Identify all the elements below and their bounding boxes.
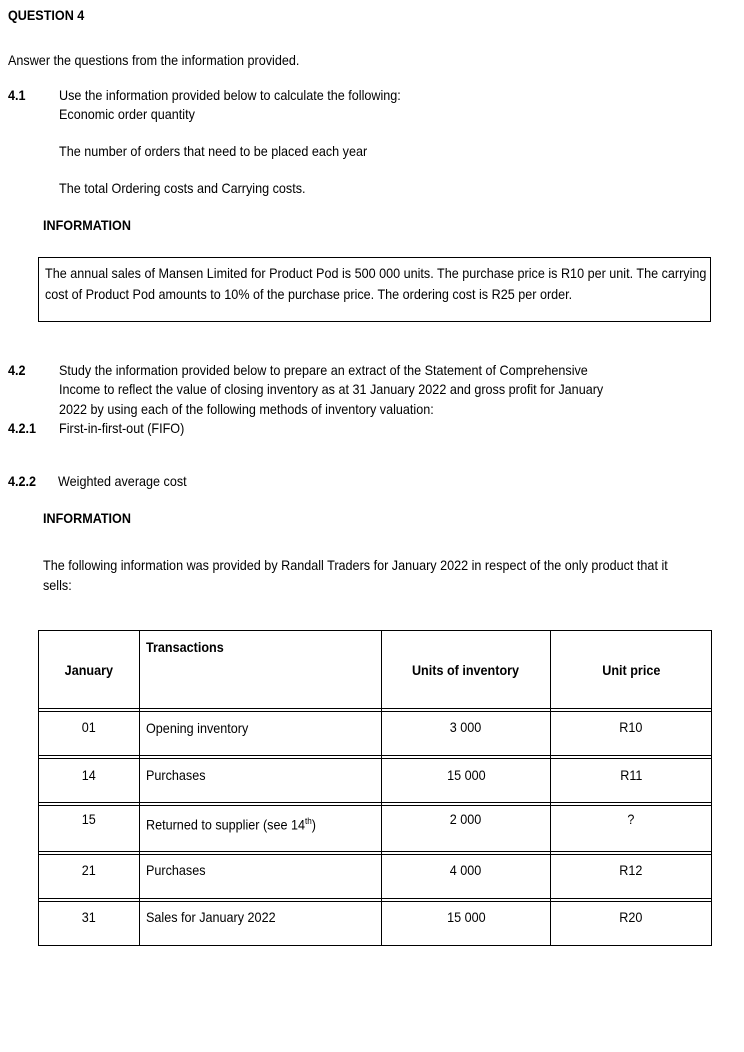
row-units: 4 000 [450,862,482,878]
question-title: QUESTION 4 [8,7,85,23]
row-day: 15 [81,811,97,827]
row-price: R11 [619,767,643,783]
row-transaction: Sales for January 2022 [146,909,276,925]
table-row [39,855,712,899]
q41-info-text: The annual sales of Mansen Limited for Product Pod is 500 000 units. The purchase price is R10 per unit. The carrying cost of Product Pod amounts to 10% of the purchase price. The ordering cost is R25 per order. [45,265,707,302]
row-day: 14 [81,767,97,783]
row-transaction: Opening inventory [146,720,249,736]
row-transaction: Returned to supplier (see 14th) [146,816,316,833]
row-price: R12 [619,862,643,878]
row-price: ? [627,811,635,827]
row-price: R10 [619,719,643,735]
q42-info-line-1: The following information was provided by Randall Traders for January 2022 in respect of the only product that it [43,557,668,573]
q421-text: First-in-first-out (FIFO) [59,420,185,436]
row-units: 15 000 [446,909,486,925]
q41-info-box [38,257,711,322]
row-transaction: Purchases [146,767,206,783]
q42-info-line-2: sells: [43,577,72,593]
q421-number: 4.2.1 [8,420,37,436]
q41-intro: Use the information provided below to calculate the following: [59,87,401,103]
row-transaction: Purchases [146,862,206,878]
table-row [39,806,712,852]
table-header-row [39,631,712,709]
q42-text-line-2: Income to reflect the value of closing inventory as at 31 January 2022 and gross profit for January [59,381,604,397]
transactions-table [38,630,712,946]
table-row [39,902,712,946]
q41-item-costs: The total Ordering costs and Carrying costs. [59,180,306,196]
q422-number: 4.2.2 [8,473,37,489]
q41-number: 4.1 [8,87,26,103]
q41-item-eoq: Economic order quantity [59,106,195,122]
row-day: 21 [81,862,97,878]
row-units: 3 000 [450,719,482,735]
header-unit-price: Unit price [551,631,712,709]
q42-info-heading: INFORMATION [43,510,131,526]
header-units: Units of inventory [382,631,551,709]
q42-text-line-3: 2022 by using each of the following methods of inventory valuation: [59,401,434,417]
q422-text: Weighted average cost [58,473,187,489]
table-row [39,759,712,803]
q41-item-orders: The number of orders that need to be placed each year [59,143,368,159]
header-transactions: Transactions [140,631,382,709]
instruction: Answer the questions from the information provided. [8,52,300,68]
q41-info-heading: INFORMATION [43,217,131,233]
row-day: 01 [81,719,97,735]
row-units: 15 000 [446,767,486,783]
row-day: 31 [81,909,97,925]
q42-number: 4.2 [8,362,26,378]
row-units: 2 000 [450,811,482,827]
header-january: January [39,631,140,709]
q42-text-line-1: Study the information provided below to prepare an extract of the Statement of Comprehensive [59,362,588,378]
table-row [39,712,712,756]
row-price: R20 [619,909,643,925]
